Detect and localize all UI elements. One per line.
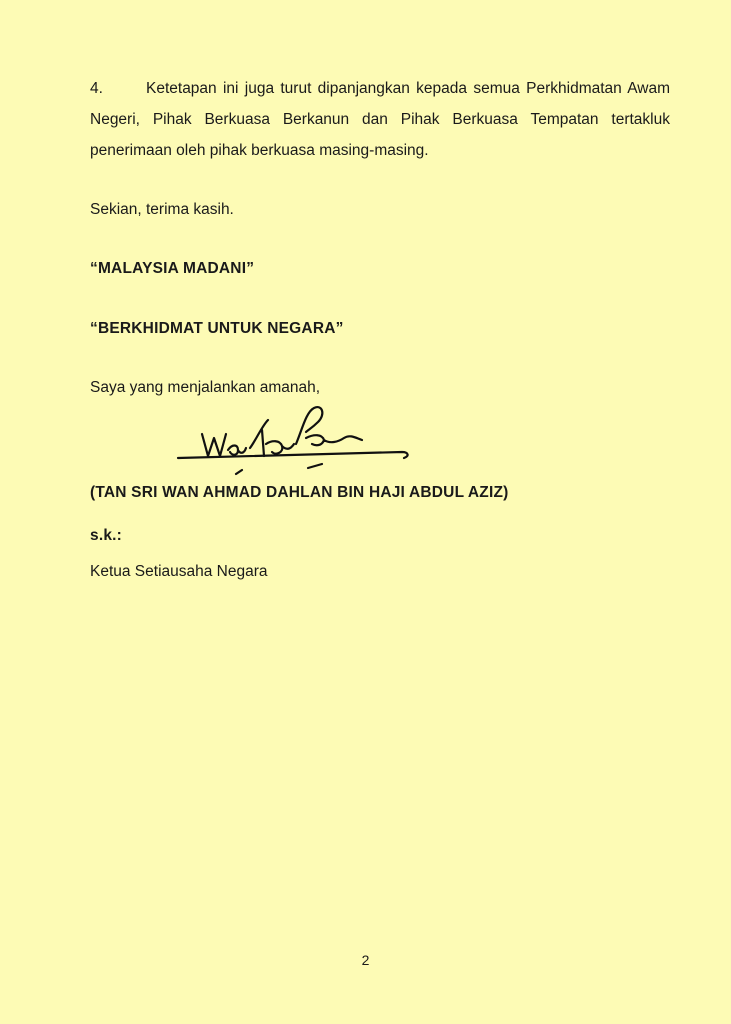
paragraph-4: [90, 73, 670, 166]
page-number: 2: [361, 952, 370, 968]
paragraph-text: Ketetapan ini juga turut dipanjangkan kepada semua Perkhidmatan Awam Negeri, Pihak Berkuasa Berkanun dan Pihak Berkuasa Tempatan tertakluk penerimaan oleh pihak berkuasa masing-masing.: [90, 80, 670, 159]
closing-text: Sekian, terima kasih.: [90, 201, 234, 218]
signatory-name: (TAN SRI WAN AHMAD DAHLAN BIN HAJI ABDUL AZIZ): [90, 484, 509, 501]
cc-recipient: Ketua Setiausaha Negara: [90, 563, 268, 580]
sign-off-text: Saya yang menjalankan amanah,: [90, 379, 321, 396]
paragraph-number: 4.: [90, 80, 103, 97]
slogan-malaysia-madani: “MALAYSIA MADANI”: [90, 260, 255, 277]
cc-label: s.k.:: [90, 527, 123, 544]
slogan-berkhidmat: “BERKHIDMAT UNTUK NEGARA”: [90, 320, 344, 337]
handwritten-signature: [172, 400, 422, 482]
